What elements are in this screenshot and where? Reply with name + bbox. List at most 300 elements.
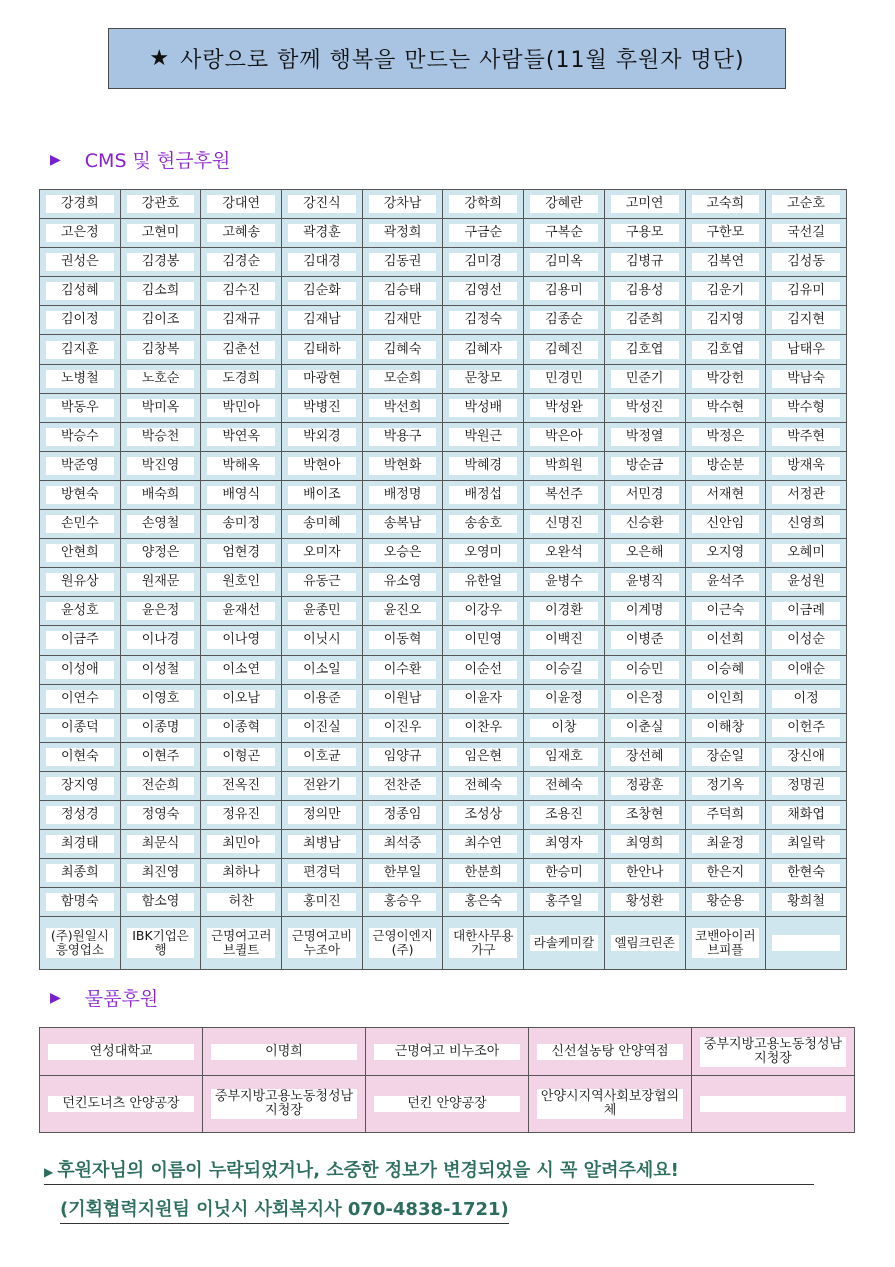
donor-name: 김수진 bbox=[207, 282, 275, 300]
donor-cell bbox=[120, 917, 201, 970]
donor-cell bbox=[120, 771, 201, 800]
goods-cell bbox=[203, 1076, 366, 1133]
donor-cell bbox=[201, 742, 282, 771]
donor-name: 김성동 bbox=[772, 253, 840, 271]
donor-cell bbox=[685, 306, 766, 335]
donor-name: 강혜란 bbox=[530, 195, 598, 213]
donor-name: 박원근 bbox=[449, 428, 517, 446]
donor-cell bbox=[443, 451, 524, 480]
donor-name: 이윤정 bbox=[530, 690, 598, 708]
donor-cell bbox=[604, 510, 685, 539]
triangle-right-icon: ▶ bbox=[50, 989, 61, 1006]
donor-name: 박준영 bbox=[46, 457, 114, 475]
donor-name: 복선주 bbox=[530, 486, 598, 504]
triangle-right-icon: ▶ bbox=[44, 1165, 54, 1179]
donor-cell bbox=[40, 277, 121, 306]
goods-cell bbox=[692, 1028, 855, 1076]
donor-cell bbox=[766, 364, 847, 393]
table-row bbox=[40, 655, 847, 684]
donor-cell bbox=[443, 219, 524, 248]
donor-cell bbox=[40, 306, 121, 335]
donor-name: 배이조 bbox=[288, 486, 356, 504]
donor-cell bbox=[362, 859, 443, 888]
donor-name: 송미혜 bbox=[288, 515, 356, 533]
donor-cell bbox=[604, 830, 685, 859]
donor-name: 근영이엔지(주) bbox=[369, 928, 437, 958]
donor-name: 신명진 bbox=[530, 515, 598, 533]
donor-cell bbox=[685, 248, 766, 277]
donor-name: 최일락 bbox=[772, 835, 840, 853]
donor-name bbox=[772, 935, 840, 951]
donor-name: 편경덕 bbox=[288, 864, 356, 882]
donor-name: 장순일 bbox=[692, 748, 760, 766]
donor-cell bbox=[40, 539, 121, 568]
donor-cell bbox=[524, 335, 605, 364]
donor-cell bbox=[362, 568, 443, 597]
goods-cell bbox=[366, 1076, 529, 1133]
donor-name: 서민경 bbox=[611, 486, 679, 504]
table-row bbox=[40, 1076, 855, 1133]
donor-name: 유동근 bbox=[288, 573, 356, 591]
donor-name: 홍주일 bbox=[530, 893, 598, 911]
donor-cell bbox=[282, 713, 363, 742]
donor-cell bbox=[362, 742, 443, 771]
donor-name: 김소희 bbox=[127, 282, 195, 300]
donor-name: 이민영 bbox=[449, 631, 517, 649]
donor-cell bbox=[524, 422, 605, 451]
donor-cell bbox=[40, 859, 121, 888]
donor-name: 박혜경 bbox=[449, 457, 517, 475]
donor-cell bbox=[120, 306, 201, 335]
donor-cell bbox=[120, 480, 201, 509]
donor-cell bbox=[766, 422, 847, 451]
donor-name: 정광훈 bbox=[611, 777, 679, 795]
donor-cell bbox=[766, 510, 847, 539]
donor-name: 윤진오 bbox=[369, 602, 437, 620]
donor-name: 이연수 bbox=[46, 690, 114, 708]
donor-name: 전완기 bbox=[288, 777, 356, 795]
donor-cell bbox=[443, 626, 524, 655]
table-row bbox=[40, 539, 847, 568]
donor-cell bbox=[120, 190, 201, 219]
donor-name: 이승민 bbox=[611, 661, 679, 679]
donor-cell bbox=[524, 713, 605, 742]
table-row bbox=[40, 568, 847, 597]
donor-cell bbox=[685, 771, 766, 800]
donor-name: 전옥진 bbox=[207, 777, 275, 795]
donor-cell bbox=[766, 480, 847, 509]
donor-name: 이춘실 bbox=[611, 719, 679, 737]
donor-name: 박성완 bbox=[530, 399, 598, 417]
donor-name: 박현화 bbox=[369, 457, 437, 475]
donor-cell bbox=[120, 364, 201, 393]
donor-name: 조창현 bbox=[611, 806, 679, 824]
donor-name: 구금순 bbox=[449, 224, 517, 242]
donor-name: 정유진 bbox=[207, 806, 275, 824]
donor-cell bbox=[40, 888, 121, 917]
donor-name: 노병철 bbox=[46, 370, 114, 388]
donor-cell bbox=[524, 480, 605, 509]
goods-donor-name: 이명희 bbox=[211, 1044, 357, 1060]
donor-cell bbox=[524, 451, 605, 480]
donor-name: 구한모 bbox=[692, 224, 760, 242]
donor-cell bbox=[201, 830, 282, 859]
donor-name: 김대경 bbox=[288, 253, 356, 271]
donor-name: 김지현 bbox=[772, 311, 840, 329]
donor-name: 윤재선 bbox=[207, 602, 275, 620]
donor-cell bbox=[201, 190, 282, 219]
donor-name: 이현숙 bbox=[46, 748, 114, 766]
donor-cell bbox=[362, 539, 443, 568]
donor-cell bbox=[604, 364, 685, 393]
donor-cell bbox=[362, 655, 443, 684]
donor-cell bbox=[766, 277, 847, 306]
donor-cell bbox=[201, 451, 282, 480]
donor-name: 이나영 bbox=[207, 631, 275, 649]
donor-name: 강관호 bbox=[127, 195, 195, 213]
goods-donor-name: 던킨도너츠 안양공장 bbox=[48, 1096, 194, 1112]
donor-cell bbox=[524, 859, 605, 888]
donor-name: 박연옥 bbox=[207, 428, 275, 446]
donor-cell bbox=[443, 771, 524, 800]
donor-table bbox=[39, 189, 847, 970]
donor-cell bbox=[120, 655, 201, 684]
donor-cell bbox=[766, 597, 847, 626]
donor-name: 정명권 bbox=[772, 777, 840, 795]
donor-name: 방순금 bbox=[611, 457, 679, 475]
donor-cell bbox=[604, 917, 685, 970]
donor-cell bbox=[120, 597, 201, 626]
donor-cell bbox=[685, 451, 766, 480]
donor-cell bbox=[766, 830, 847, 859]
donor-cell bbox=[524, 684, 605, 713]
donor-name: 김미경 bbox=[449, 253, 517, 271]
goods-donor-name: 근명여고 비누조아 bbox=[374, 1044, 520, 1060]
donor-name: 남태우 bbox=[772, 341, 840, 359]
donor-cell bbox=[766, 190, 847, 219]
donor-cell bbox=[766, 568, 847, 597]
donor-cell bbox=[201, 306, 282, 335]
donor-cell bbox=[685, 219, 766, 248]
page-title: 사랑으로 함께 행복을 만드는 사람들(11월 후원자 명단) bbox=[180, 48, 745, 73]
donor-name: 김재규 bbox=[207, 311, 275, 329]
donor-name: 이은정 bbox=[611, 690, 679, 708]
donor-cell bbox=[201, 684, 282, 713]
section-cms-heading bbox=[50, 146, 230, 173]
donor-name: 박정은 bbox=[692, 428, 760, 446]
donor-name: 이강우 bbox=[449, 602, 517, 620]
donor-name: 근명여고비누조아 bbox=[288, 928, 356, 958]
donor-cell bbox=[201, 597, 282, 626]
donor-cell bbox=[604, 800, 685, 829]
donor-cell bbox=[120, 277, 201, 306]
donor-name: 전혜숙 bbox=[449, 777, 517, 795]
donor-cell bbox=[685, 888, 766, 917]
donor-name: 이종덕 bbox=[46, 719, 114, 737]
donor-name: 최민아 bbox=[207, 835, 275, 853]
table-row bbox=[40, 335, 847, 364]
donor-name: 윤종민 bbox=[288, 602, 356, 620]
donor-cell bbox=[362, 713, 443, 742]
donor-cell bbox=[443, 655, 524, 684]
donor-cell bbox=[362, 917, 443, 970]
donor-cell bbox=[201, 364, 282, 393]
donor-name: 한승미 bbox=[530, 864, 598, 882]
donor-cell bbox=[443, 422, 524, 451]
donor-cell bbox=[282, 393, 363, 422]
notice-text: 후원자님의 이름이 누락되었거나, 소중한 정보가 변경되었을 시 꼭 알려주세요! bbox=[57, 1160, 679, 1181]
donor-name: 한현숙 bbox=[772, 864, 840, 882]
donor-cell bbox=[766, 626, 847, 655]
donor-name: 이현주 bbox=[127, 748, 195, 766]
donor-name: 손영철 bbox=[127, 515, 195, 533]
donor-name: 이나경 bbox=[127, 631, 195, 649]
donor-name: 박외경 bbox=[288, 428, 356, 446]
donor-cell bbox=[201, 277, 282, 306]
donor-name: 민경민 bbox=[530, 370, 598, 388]
donor-cell bbox=[443, 364, 524, 393]
donor-cell bbox=[282, 306, 363, 335]
donor-cell bbox=[604, 684, 685, 713]
section-goods-label: 물품후원 bbox=[84, 988, 159, 1010]
table-row bbox=[40, 597, 847, 626]
table-row bbox=[40, 917, 847, 970]
donor-name: 김동권 bbox=[369, 253, 437, 271]
donor-name: 김호엽 bbox=[692, 341, 760, 359]
donor-cell bbox=[282, 480, 363, 509]
donor-name: 국선길 bbox=[772, 224, 840, 242]
donor-cell bbox=[120, 568, 201, 597]
donor-cell bbox=[524, 917, 605, 970]
goods-cell bbox=[692, 1076, 855, 1133]
donor-cell bbox=[40, 510, 121, 539]
donor-cell bbox=[362, 364, 443, 393]
donor-name: 근명여고러브퀼트 bbox=[207, 928, 275, 958]
triangle-right-icon: ▶ bbox=[50, 151, 61, 168]
donor-name: 이성철 bbox=[127, 661, 195, 679]
donor-cell bbox=[524, 510, 605, 539]
donor-cell bbox=[766, 917, 847, 970]
section-cms-label: CMS 및 현금후원 bbox=[84, 150, 231, 172]
table-row bbox=[40, 888, 847, 917]
donor-name: 오영미 bbox=[449, 544, 517, 562]
donor-name: 김복연 bbox=[692, 253, 760, 271]
donor-cell bbox=[604, 655, 685, 684]
donor-name: 김지훈 bbox=[46, 341, 114, 359]
donor-name: 이백진 bbox=[530, 631, 598, 649]
donor-cell bbox=[282, 917, 363, 970]
donor-cell bbox=[685, 800, 766, 829]
donor-name: 권성은 bbox=[46, 253, 114, 271]
donor-name: 김호엽 bbox=[611, 341, 679, 359]
donor-cell bbox=[362, 771, 443, 800]
donor-cell bbox=[766, 306, 847, 335]
donor-name: 함명숙 bbox=[46, 893, 114, 911]
donor-cell bbox=[604, 190, 685, 219]
donor-name: 황순용 bbox=[692, 893, 760, 911]
donor-cell bbox=[766, 684, 847, 713]
donor-name: 김이조 bbox=[127, 311, 195, 329]
donor-name: 이진우 bbox=[369, 719, 437, 737]
donor-cell bbox=[201, 800, 282, 829]
donor-cell bbox=[362, 393, 443, 422]
donor-cell bbox=[604, 713, 685, 742]
donor-cell bbox=[443, 830, 524, 859]
goods-donor-name: 안양시지역사회보장협의체 bbox=[537, 1089, 683, 1119]
donor-cell bbox=[604, 335, 685, 364]
donor-name: 이창 bbox=[530, 719, 598, 737]
donor-name: 임재호 bbox=[530, 748, 598, 766]
donor-cell bbox=[201, 888, 282, 917]
donor-cell bbox=[201, 422, 282, 451]
donor-cell bbox=[524, 800, 605, 829]
donor-name: 허찬 bbox=[207, 893, 275, 911]
donor-cell bbox=[282, 859, 363, 888]
donor-cell bbox=[40, 422, 121, 451]
table-row bbox=[40, 742, 847, 771]
donor-cell bbox=[685, 480, 766, 509]
donor-name: 함소영 bbox=[127, 893, 195, 911]
table-row bbox=[40, 800, 847, 829]
donor-cell bbox=[685, 277, 766, 306]
donor-cell bbox=[685, 684, 766, 713]
table-row bbox=[40, 1028, 855, 1076]
donor-cell bbox=[604, 771, 685, 800]
donor-cell bbox=[201, 335, 282, 364]
donor-cell bbox=[443, 800, 524, 829]
donor-cell bbox=[282, 800, 363, 829]
donor-cell bbox=[604, 277, 685, 306]
donor-cell bbox=[362, 480, 443, 509]
donor-name: 송송호 bbox=[449, 515, 517, 533]
donor-cell bbox=[282, 655, 363, 684]
donor-cell bbox=[362, 684, 443, 713]
donor-name: 이형곤 bbox=[207, 748, 275, 766]
donor-cell bbox=[201, 655, 282, 684]
donor-cell bbox=[685, 510, 766, 539]
donor-cell bbox=[604, 539, 685, 568]
donor-name: 고숙희 bbox=[692, 195, 760, 213]
donor-cell bbox=[766, 451, 847, 480]
table-row bbox=[40, 510, 847, 539]
donor-cell bbox=[443, 190, 524, 219]
donor-name: 김영선 bbox=[449, 282, 517, 300]
donor-cell bbox=[685, 859, 766, 888]
donor-cell bbox=[362, 510, 443, 539]
donor-cell bbox=[362, 335, 443, 364]
donor-cell bbox=[443, 277, 524, 306]
table-row bbox=[40, 364, 847, 393]
donor-name: 김정숙 bbox=[449, 311, 517, 329]
donor-name: 전찬준 bbox=[369, 777, 437, 795]
donor-name: 김병규 bbox=[611, 253, 679, 271]
donor-cell bbox=[120, 219, 201, 248]
donor-name: 박희원 bbox=[530, 457, 598, 475]
donor-cell bbox=[282, 888, 363, 917]
donor-name: 박정열 bbox=[611, 428, 679, 446]
donor-name: 이영호 bbox=[127, 690, 195, 708]
donor-name: 윤석주 bbox=[692, 573, 760, 591]
donor-cell bbox=[40, 800, 121, 829]
donor-cell bbox=[685, 393, 766, 422]
donor-cell bbox=[604, 219, 685, 248]
donor-name: 김태하 bbox=[288, 341, 356, 359]
donor-cell bbox=[766, 335, 847, 364]
donor-cell bbox=[524, 248, 605, 277]
donor-name: 서정관 bbox=[772, 486, 840, 504]
donor-name: 김순화 bbox=[288, 282, 356, 300]
donor-cell bbox=[524, 597, 605, 626]
donor-cell bbox=[604, 451, 685, 480]
donor-cell bbox=[282, 248, 363, 277]
donor-name: 김혜숙 bbox=[369, 341, 437, 359]
table-row bbox=[40, 684, 847, 713]
donor-name: 박성배 bbox=[449, 399, 517, 417]
page-title-box bbox=[108, 28, 786, 89]
donor-cell bbox=[766, 655, 847, 684]
donor-cell bbox=[443, 742, 524, 771]
donor-name: 박용구 bbox=[369, 428, 437, 446]
donor-name: 이승길 bbox=[530, 661, 598, 679]
donor-cell bbox=[282, 539, 363, 568]
donor-cell bbox=[685, 742, 766, 771]
donor-name: 박해옥 bbox=[207, 457, 275, 475]
donor-name: 이동혁 bbox=[369, 631, 437, 649]
donor-cell bbox=[524, 306, 605, 335]
donor-name: 방순분 bbox=[692, 457, 760, 475]
donor-cell bbox=[524, 626, 605, 655]
donor-cell bbox=[120, 742, 201, 771]
donor-cell bbox=[40, 771, 121, 800]
donor-cell bbox=[524, 888, 605, 917]
contact-line: (기획협력지원팀 이닛시 사회복지사 070-4838-1721) bbox=[60, 1195, 509, 1224]
donor-name: 김재만 bbox=[369, 311, 437, 329]
donor-cell bbox=[766, 393, 847, 422]
donor-name: 원재문 bbox=[127, 573, 195, 591]
donor-name: 한안나 bbox=[611, 864, 679, 882]
donor-cell bbox=[201, 771, 282, 800]
donor-cell bbox=[120, 335, 201, 364]
donor-name: 곽정희 bbox=[369, 224, 437, 242]
goods-cell bbox=[40, 1076, 203, 1133]
donor-cell bbox=[40, 393, 121, 422]
donor-name: 박강헌 bbox=[692, 370, 760, 388]
donor-cell bbox=[604, 393, 685, 422]
notice-line bbox=[44, 1156, 814, 1185]
donor-cell bbox=[685, 655, 766, 684]
donor-name: 유한얼 bbox=[449, 573, 517, 591]
donor-cell bbox=[201, 393, 282, 422]
donor-name: 고미연 bbox=[611, 195, 679, 213]
donor-cell bbox=[685, 830, 766, 859]
donor-name: 이성애 bbox=[46, 661, 114, 679]
donor-cell bbox=[282, 422, 363, 451]
donor-name: 이헌주 bbox=[772, 719, 840, 737]
donor-cell bbox=[362, 451, 443, 480]
donor-cell bbox=[40, 190, 121, 219]
donor-name: 박승천 bbox=[127, 428, 195, 446]
table-row bbox=[40, 626, 847, 655]
donor-name: 박수현 bbox=[692, 399, 760, 417]
donor-cell bbox=[524, 742, 605, 771]
donor-name: 박승수 bbox=[46, 428, 114, 446]
donor-name: 원유상 bbox=[46, 573, 114, 591]
donor-cell bbox=[443, 859, 524, 888]
donor-cell bbox=[120, 859, 201, 888]
donor-name: 김성혜 bbox=[46, 282, 114, 300]
donor-cell bbox=[40, 917, 121, 970]
donor-name: 최하나 bbox=[207, 864, 275, 882]
